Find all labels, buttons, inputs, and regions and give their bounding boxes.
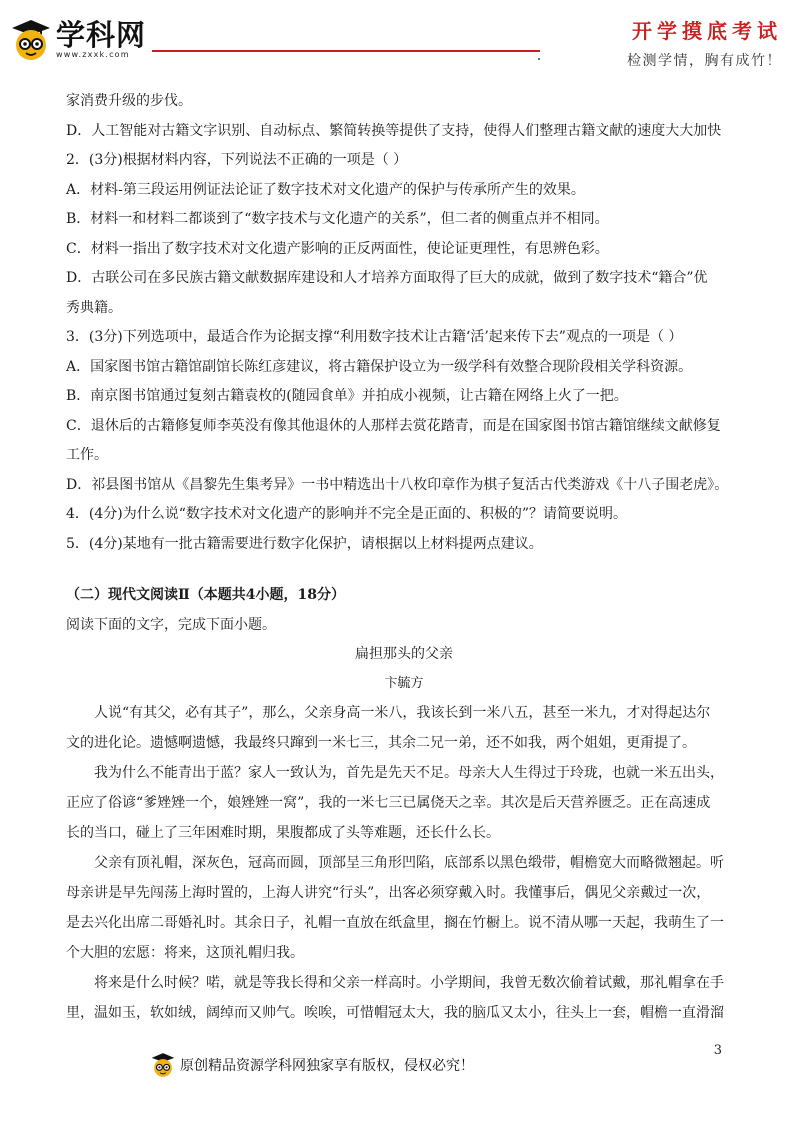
- site-logo[interactable]: [10, 18, 146, 62]
- graduate-mascot-icon: [10, 18, 52, 62]
- prose-line: 长的当口，碰上了三年困难时期，果腹都成了头等难题，还长什么长。: [66, 825, 500, 841]
- option-d-continued: 秀典籍。: [66, 299, 122, 316]
- option-b: B．材料一和材料二都谈到了“数字技术与文化遗产的关系”，但二者的侧重点并不相同。: [66, 211, 609, 227]
- brand-slogan: 检测学情，胸有成竹！: [627, 53, 782, 69]
- body-line: 家消费升级的步伐。: [66, 93, 192, 109]
- prose-line: 母亲讲是早先闯荡上海时置的，上海人讲究“行头”，出客必须穿戴入时。我懂事后，偶见父亲戴过一次，: [66, 885, 711, 901]
- prose-line: 文的进化论。遗憾啊遗憾，我最终只蹿到一米七三，其余二兄一弟，还不如我，两个姐姐，更甭提了。: [66, 735, 696, 751]
- question-3: 3．(3分)下列选项中，最适合作为论据支撑“利用数字技术让古籍‘活’起来传下去”观点的一项是（ ）: [66, 329, 683, 345]
- question-5: 5．(4分)某地有一批古籍需要进行数字化保护，请根据以上材料提两点建议。: [66, 535, 543, 552]
- question-2: 2．(3分)根据材料内容，下列说法不正确的一项是（ ）: [66, 152, 408, 168]
- prose-line: 我为什么不能青出于蓝？家人一致认为，首先是先天不足。母亲大人生得过于玲珑，也就一米五出头，: [94, 765, 724, 781]
- prose-line: 个大胆的宏愿：将来，这顶礼帽归我。: [66, 945, 304, 961]
- option-c: C．材料一指出了数字技术对文化遗产影响的正反两面性，使论证更理性，有思辨色彩。: [66, 240, 609, 257]
- graduate-mascot-icon: [150, 1052, 176, 1078]
- prose-line: 将来是什么时候？喏，就是等我长得和父亲一样高时。小学期间，我曾无数次偷着试戴，那礼帽拿在手: [94, 975, 724, 991]
- page-footer: [150, 1052, 474, 1078]
- section-instruction: 阅读下面的文字，完成下面小题。: [66, 616, 276, 633]
- prose-line: 正应了俗谚“爹矬矬一个，娘矬矬一窝”，我的一米七三已属侥天之幸。其次是后天营养匮乏。正在高速成: [66, 795, 711, 811]
- copyright-notice: 原创精品资源学科网独家享有版权，侵权必究！: [180, 1058, 474, 1074]
- page-header: [0, 0, 800, 80]
- option-a: A．国家图书馆古籍馆副馆长陈红彦建议，将古籍保护设立为一级学科有效整合现阶段相关学科资源。: [66, 358, 693, 375]
- option-d: D．古联公司在多民族古籍文献数据库建设和人才培养方面取得了巨大的成就，做到了数字技术“籍合”优: [66, 270, 708, 286]
- section-heading: （二）现代文阅读Ⅱ（本题共4小题，18分）: [66, 587, 346, 603]
- header-divider: [152, 50, 540, 52]
- option-c: C．退休后的古籍修复师李英没有像其他退休的人那样去赏花踏青，而是在国家图书馆古籍馆继续文献修复: [66, 417, 721, 434]
- article-title: 扁担那头的父亲: [355, 646, 453, 662]
- header-dot: [538, 58, 540, 60]
- option-c-continued: 工作。: [66, 447, 108, 463]
- logo-site-url: www.zxxk.com: [56, 50, 130, 59]
- page-number: 3: [713, 1043, 722, 1058]
- prose-line: 里，温如玉，软如绒，阔绰而又帅气。唉唉，可惜帽冠太大，我的脑瓜又太小，往头上一套，帽檐一直滑溜: [66, 1005, 724, 1021]
- option-b: B．南京图书馆通过复刻古籍袁枚的(随园食单》并拍成小视频，让古籍在网络上火了一把。: [66, 388, 628, 404]
- option-d: D．祁县图书馆从《昌黎先生集考异》一书中精选出十八枚印章作为棋子复活古代类游戏《十八子围老虎》。: [66, 476, 729, 493]
- question-4: 4．(4分)为什么说“数字技术对文化遗产的影响并不完全是正面的、积极的”？请简要说明。: [66, 506, 628, 522]
- brand-title: 开学摸底考试: [632, 19, 782, 43]
- logo-name: 学科网: [56, 18, 147, 52]
- prose-line: 是去兴化出席二哥婚礼时。其余日子，礼帽一直放在纸盒里，搁在竹橱上。说不清从哪一天起，我萌生了一: [66, 915, 724, 931]
- document-content: [66, 87, 742, 1028]
- prose-line: 人说“有其父，必有其子”，那么，父亲身高一米八，我该长到一米八五，甚至一米九，才对得起达尔: [94, 705, 711, 721]
- article-author: 卞毓方: [384, 676, 424, 691]
- prose-line: 父亲有顶礼帽，深灰色，冠高而圆，顶部呈三角形凹陷，底部系以黑色缎带，帽檐宽大而略微翘起。听: [94, 855, 724, 871]
- body-line: D．人工智能对古籍文字识别、自动标点、繁简转换等提供了支持，使得人们整理古籍文献的速度大大加快: [66, 122, 722, 139]
- option-a: A．材料-第三段运用例证法论证了数字技术对文化遗产的保护与传承所产生的效果。: [66, 181, 585, 198]
- article-body: [66, 698, 742, 1028]
